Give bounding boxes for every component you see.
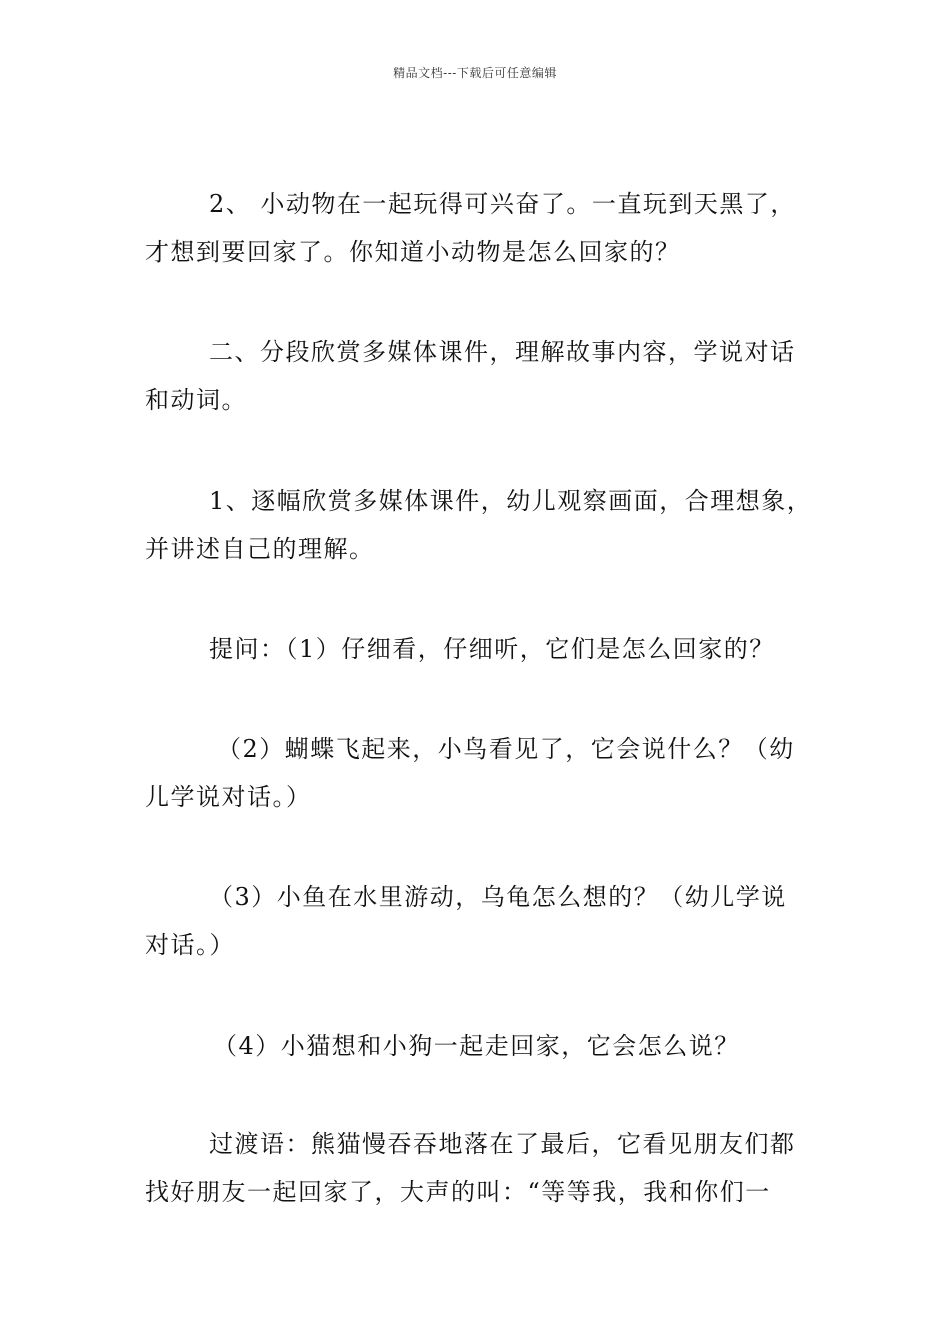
- paragraph-question-2: （2）蝴蝶飞起来，小鸟看见了，它会说什么？（幼儿学说对话。）: [145, 735, 795, 811]
- paragraph-question-how-go-home: 2、 小动物在一起玩得可兴奋了。一直玩到天黑了，才想到要回家了。你知道小动物是怎么回家的？: [145, 190, 796, 266]
- paragraph-section-two-heading: 二、分段欣赏多媒体课件，理解故事内容，学说对话和动词。: [145, 338, 796, 414]
- paragraph-step-one: 1、逐幅欣赏多媒体课件，幼儿观察画面，合理想象，并讲述自己的理解。: [145, 487, 813, 563]
- paragraph-transition: 过渡语：熊猫慢吞吞地落在了最后，它看见朋友们都找好朋友一起回家了，大声的叫：“等等我，我和你们一: [145, 1130, 796, 1206]
- paragraph-question-4: （4）小猫想和小狗一起走回家，它会怎么说？: [213, 1032, 740, 1060]
- paragraph-question-3: （3）小鱼在水里游动，乌龟怎么想的？（幼儿学说对话。）: [145, 883, 787, 959]
- paragraph-question-1: 提问：（1）仔细看，仔细听，它们是怎么回家的？: [209, 635, 775, 663]
- page-header: 精品文档---下载后可任意编辑: [393, 66, 557, 80]
